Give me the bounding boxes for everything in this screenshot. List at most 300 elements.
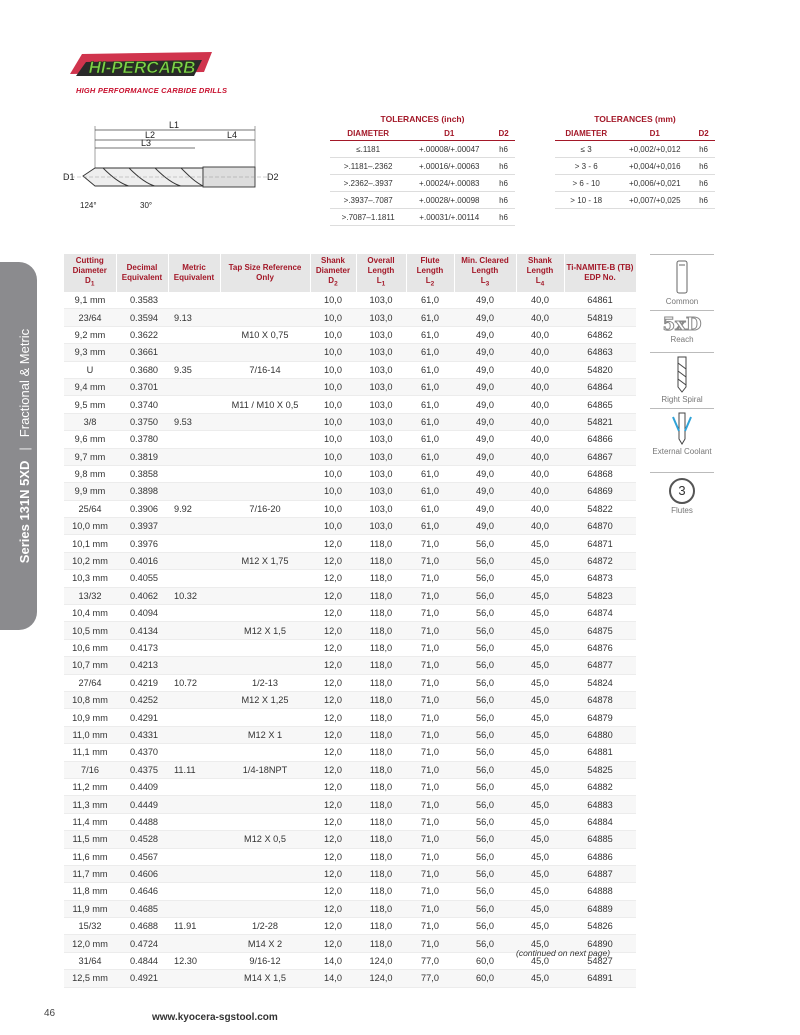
product-table bbox=[64, 254, 637, 988]
col-header-label: Metric Equivalent bbox=[173, 263, 215, 282]
cutting-diameter-cell: 9,3 mm bbox=[64, 344, 116, 361]
decimal-equivalent-cell: 0.3780 bbox=[116, 431, 168, 448]
decimal-equivalent-cell: 0.4567 bbox=[116, 848, 168, 865]
edp-number-cell: 64877 bbox=[564, 657, 636, 674]
shank-length-cell: 40,0 bbox=[516, 292, 564, 309]
shank-length-cell: 45,0 bbox=[516, 865, 564, 882]
cutting-diameter-cell: 15/32 bbox=[64, 918, 116, 935]
edp-number-cell: 64864 bbox=[564, 378, 636, 395]
col-header-label: Shank Diameter bbox=[315, 256, 351, 276]
metric-equivalent-cell bbox=[168, 465, 220, 482]
tolerance-mm-title: TOLERANCES (mm) bbox=[594, 114, 676, 124]
edp-number-cell: 54820 bbox=[564, 361, 636, 378]
decimal-equivalent-cell: 0.3819 bbox=[116, 448, 168, 465]
overall-length-cell: 118,0 bbox=[356, 831, 406, 848]
tol-col-d2: D2 bbox=[692, 127, 715, 141]
overall-length-cell: 103,0 bbox=[356, 292, 406, 309]
tap-size-cell: M12 X 1,5 bbox=[220, 622, 310, 639]
tol-diameter: ≤ 3 bbox=[555, 141, 617, 158]
shank-length-cell: 45,0 bbox=[516, 726, 564, 743]
overall-length-cell: 103,0 bbox=[356, 448, 406, 465]
shank-length-cell: 40,0 bbox=[516, 344, 564, 361]
table-row bbox=[64, 309, 636, 326]
col-header-symbol: L bbox=[376, 276, 382, 286]
overall-length-cell: 103,0 bbox=[356, 378, 406, 395]
shank-diameter-cell: 12,0 bbox=[310, 761, 356, 778]
edp-number-cell: 64888 bbox=[564, 883, 636, 900]
flute-length-cell: 71,0 bbox=[406, 761, 454, 778]
tap-size-cell: 1/4-18NPT bbox=[220, 761, 310, 778]
flute-length-cell: 71,0 bbox=[406, 813, 454, 830]
col-header-subscript: 3 bbox=[485, 280, 490, 288]
col-header-symbol: L bbox=[535, 276, 541, 286]
reach-badge: 5xD bbox=[662, 314, 702, 335]
tolerance-row bbox=[330, 175, 515, 192]
tol-d2: h6 bbox=[492, 141, 515, 158]
dim-l1: L1 bbox=[169, 120, 180, 130]
metric-equivalent-cell: 11.91 bbox=[168, 918, 220, 935]
tap-size-cell bbox=[220, 292, 310, 309]
shank-length-cell: 45,0 bbox=[516, 796, 564, 813]
flute-length-cell: 71,0 bbox=[406, 935, 454, 952]
col-header-label: Shank Length bbox=[526, 256, 554, 276]
overall-length-cell: 103,0 bbox=[356, 465, 406, 482]
table-row bbox=[64, 396, 636, 413]
metric-equivalent-cell bbox=[168, 848, 220, 865]
shank-length-cell: 45,0 bbox=[516, 570, 564, 587]
flute-length-cell: 71,0 bbox=[406, 744, 454, 761]
dim-d2: D2 bbox=[267, 172, 279, 182]
edp-number-cell: 64870 bbox=[564, 518, 636, 535]
table-row bbox=[64, 605, 636, 622]
reach-label: Reach bbox=[670, 335, 694, 344]
metric-equivalent-cell: 11.11 bbox=[168, 761, 220, 778]
edp-number-cell: 64884 bbox=[564, 813, 636, 830]
cutting-diameter-cell: 10,7 mm bbox=[64, 657, 116, 674]
cutting-diameter-cell: 10,4 mm bbox=[64, 605, 116, 622]
spiral-label: Right Spiral bbox=[661, 395, 703, 404]
flute-length-cell: 61,0 bbox=[406, 465, 454, 482]
metric-equivalent-cell bbox=[168, 709, 220, 726]
tol-col-d2: D2 bbox=[492, 127, 515, 141]
flute-length-cell: 71,0 bbox=[406, 918, 454, 935]
tap-size-cell: 1/2-13 bbox=[220, 674, 310, 691]
min-cleared-length-cell: 56,0 bbox=[454, 761, 516, 778]
decimal-equivalent-cell: 0.3858 bbox=[116, 465, 168, 482]
shank-length-cell: 45,0 bbox=[516, 918, 564, 935]
shank-length-cell: 40,0 bbox=[516, 396, 564, 413]
table-row bbox=[64, 761, 636, 778]
shank-diameter-cell: 12,0 bbox=[310, 535, 356, 552]
table-row bbox=[64, 552, 636, 569]
metric-equivalent-cell bbox=[168, 639, 220, 656]
metric-equivalent-cell: 9.13 bbox=[168, 309, 220, 326]
table-row bbox=[64, 622, 636, 639]
metric-equivalent-cell bbox=[168, 726, 220, 743]
metric-equivalent-cell bbox=[168, 865, 220, 882]
metric-equivalent-cell bbox=[168, 431, 220, 448]
min-cleared-length-cell: 56,0 bbox=[454, 552, 516, 569]
tol-d2: h6 bbox=[492, 158, 515, 175]
table-row bbox=[64, 292, 636, 309]
table-row bbox=[64, 413, 636, 430]
edp-number-cell: 64868 bbox=[564, 465, 636, 482]
logo-text: HI-PERCARB bbox=[88, 58, 196, 77]
decimal-equivalent-cell: 0.3750 bbox=[116, 413, 168, 430]
overall-length-cell: 118,0 bbox=[356, 535, 406, 552]
decimal-equivalent-cell: 0.4291 bbox=[116, 709, 168, 726]
overall-length-cell: 118,0 bbox=[356, 744, 406, 761]
table-row bbox=[64, 726, 636, 743]
decimal-equivalent-cell: 0.4724 bbox=[116, 935, 168, 952]
shank-diameter-cell: 10,0 bbox=[310, 465, 356, 482]
tolerance-table-mm bbox=[555, 114, 715, 209]
decimal-equivalent-cell: 0.3661 bbox=[116, 344, 168, 361]
cutting-diameter-cell: 10,5 mm bbox=[64, 622, 116, 639]
overall-length-cell: 103,0 bbox=[356, 396, 406, 413]
decimal-equivalent-cell: 0.4375 bbox=[116, 761, 168, 778]
edp-number-cell: 64886 bbox=[564, 848, 636, 865]
shank-diameter-cell: 10,0 bbox=[310, 431, 356, 448]
table-row bbox=[64, 465, 636, 482]
overall-length-cell: 118,0 bbox=[356, 709, 406, 726]
cutting-diameter-cell: 11,5 mm bbox=[64, 831, 116, 848]
overall-length-cell: 103,0 bbox=[356, 431, 406, 448]
flute-length-cell: 71,0 bbox=[406, 622, 454, 639]
shank-length-cell: 40,0 bbox=[516, 465, 564, 482]
edp-number-cell: 64867 bbox=[564, 448, 636, 465]
decimal-equivalent-cell: 0.4921 bbox=[116, 970, 168, 987]
cutting-diameter-cell: 11,1 mm bbox=[64, 744, 116, 761]
edp-number-cell: 64869 bbox=[564, 483, 636, 500]
shank-length-cell: 45,0 bbox=[516, 970, 564, 987]
flute-length-cell: 71,0 bbox=[406, 657, 454, 674]
cutting-diameter-cell: 10,0 mm bbox=[64, 518, 116, 535]
tol-diameter: >.2362–.3937 bbox=[330, 175, 406, 192]
metric-equivalent-cell: 9.92 bbox=[168, 500, 220, 517]
external-coolant-icon bbox=[670, 411, 694, 445]
tol-d1: +0,007/+0,025 bbox=[617, 192, 692, 209]
helix-angle: 30° bbox=[140, 201, 153, 210]
decimal-equivalent-cell: 0.4016 bbox=[116, 552, 168, 569]
shank-diameter-cell: 10,0 bbox=[310, 344, 356, 361]
tap-size-cell: M12 X 1,25 bbox=[220, 691, 310, 708]
metric-equivalent-cell: 9.35 bbox=[168, 361, 220, 378]
common-label: Common bbox=[665, 297, 699, 306]
shank-diameter-cell: 10,0 bbox=[310, 326, 356, 343]
decimal-equivalent-cell: 0.4213 bbox=[116, 657, 168, 674]
cutting-diameter-cell: 11,6 mm bbox=[64, 848, 116, 865]
cutting-diameter-cell: 25/64 bbox=[64, 500, 116, 517]
shank-length-cell: 40,0 bbox=[516, 448, 564, 465]
edp-number-cell: 64871 bbox=[564, 535, 636, 552]
tip-angle: 124° bbox=[80, 201, 97, 210]
table-row bbox=[64, 865, 636, 882]
overall-length-cell: 118,0 bbox=[356, 883, 406, 900]
metric-equivalent-cell: 9.53 bbox=[168, 413, 220, 430]
col-header-symbol: D bbox=[328, 276, 335, 286]
tap-size-cell bbox=[220, 465, 310, 482]
overall-length-cell: 118,0 bbox=[356, 778, 406, 795]
dim-d1: D1 bbox=[63, 172, 75, 182]
tap-size-cell: M11 / M10 X 0,5 bbox=[220, 396, 310, 413]
edp-number-cell: 54825 bbox=[564, 761, 636, 778]
min-cleared-length-cell: 56,0 bbox=[454, 691, 516, 708]
overall-length-cell: 124,0 bbox=[356, 952, 406, 969]
shank-length-cell: 45,0 bbox=[516, 744, 564, 761]
decimal-equivalent-cell: 0.3906 bbox=[116, 500, 168, 517]
shank-length-cell: 45,0 bbox=[516, 674, 564, 691]
flute-length-cell: 71,0 bbox=[406, 865, 454, 882]
tol-diameter: >.7087–1.1811 bbox=[330, 209, 406, 226]
flute-length-cell: 71,0 bbox=[406, 778, 454, 795]
edp-number-cell: 64873 bbox=[564, 570, 636, 587]
shank-diameter-cell: 12,0 bbox=[310, 587, 356, 604]
shank-diameter-cell: 12,0 bbox=[310, 570, 356, 587]
edp-number-cell: 64885 bbox=[564, 831, 636, 848]
min-cleared-length-cell: 56,0 bbox=[454, 900, 516, 917]
shank-diameter-cell: 12,0 bbox=[310, 709, 356, 726]
decimal-equivalent-cell: 0.3583 bbox=[116, 292, 168, 309]
decimal-equivalent-cell: 0.4646 bbox=[116, 883, 168, 900]
col-header-shank-diameter bbox=[310, 254, 356, 292]
tol-d2: h6 bbox=[492, 175, 515, 192]
table-row bbox=[64, 831, 636, 848]
tol-diameter: >.1181–.2362 bbox=[330, 158, 406, 175]
decimal-equivalent-cell: 0.3594 bbox=[116, 309, 168, 326]
website-link[interactable]: www.kyocera-sgstool.com bbox=[152, 1012, 278, 1023]
col-header-subscript: 1 bbox=[381, 280, 386, 288]
shank-length-cell: 45,0 bbox=[516, 900, 564, 917]
edp-number-cell: 64887 bbox=[564, 865, 636, 882]
shank-length-cell: 40,0 bbox=[516, 431, 564, 448]
series-label: Series 131N 5XD bbox=[17, 460, 32, 564]
metric-equivalent-cell bbox=[168, 483, 220, 500]
tolerance-row bbox=[330, 158, 515, 175]
min-cleared-length-cell: 49,0 bbox=[454, 413, 516, 430]
min-cleared-length-cell: 56,0 bbox=[454, 709, 516, 726]
col-header-symbol: L bbox=[425, 276, 431, 286]
flute-length-cell: 71,0 bbox=[406, 709, 454, 726]
tap-size-cell: M14 X 1,5 bbox=[220, 970, 310, 987]
flute-length-cell: 61,0 bbox=[406, 309, 454, 326]
shank-diameter-cell: 12,0 bbox=[310, 674, 356, 691]
metric-equivalent-cell bbox=[168, 657, 220, 674]
table-row bbox=[64, 483, 636, 500]
continued-note: (continued on next page) bbox=[516, 948, 611, 958]
min-cleared-length-cell: 56,0 bbox=[454, 865, 516, 882]
shank-diameter-cell: 12,0 bbox=[310, 744, 356, 761]
tap-size-cell: 7/16-14 bbox=[220, 361, 310, 378]
tap-size-cell bbox=[220, 518, 310, 535]
col-header-subscript: 4 bbox=[540, 280, 545, 288]
flute-length-cell: 61,0 bbox=[406, 292, 454, 309]
tap-size-cell bbox=[220, 448, 310, 465]
tol-d1: +0,002/+0,012 bbox=[617, 141, 692, 158]
min-cleared-length-cell: 49,0 bbox=[454, 431, 516, 448]
cutting-diameter-cell: 11,7 mm bbox=[64, 865, 116, 882]
tap-size-cell: M12 X 1 bbox=[220, 726, 310, 743]
decimal-equivalent-cell: 0.3622 bbox=[116, 326, 168, 343]
overall-length-cell: 103,0 bbox=[356, 413, 406, 430]
tolerance-row bbox=[555, 192, 715, 209]
cutting-diameter-cell: 10,2 mm bbox=[64, 552, 116, 569]
overall-length-cell: 103,0 bbox=[356, 344, 406, 361]
shank-length-cell: 40,0 bbox=[516, 483, 564, 500]
tol-d1: +.00024/+.00083 bbox=[406, 175, 492, 192]
flute-length-cell: 61,0 bbox=[406, 413, 454, 430]
shank-length-cell: 45,0 bbox=[516, 778, 564, 795]
tol-d2: h6 bbox=[692, 141, 715, 158]
tap-size-cell bbox=[220, 309, 310, 326]
shank-diameter-cell: 12,0 bbox=[310, 657, 356, 674]
tap-size-cell bbox=[220, 848, 310, 865]
decimal-equivalent-cell: 0.4528 bbox=[116, 831, 168, 848]
shank-length-cell: 40,0 bbox=[516, 378, 564, 395]
tolerance-row bbox=[330, 141, 515, 158]
shank-diameter-cell: 12,0 bbox=[310, 831, 356, 848]
shank-length-cell: 45,0 bbox=[516, 657, 564, 674]
decimal-equivalent-cell: 0.4370 bbox=[116, 744, 168, 761]
cutting-diameter-cell: 11,8 mm bbox=[64, 883, 116, 900]
col-header-label: Cutting Diameter bbox=[72, 256, 107, 276]
shank-diameter-cell: 10,0 bbox=[310, 518, 356, 535]
table-row bbox=[64, 535, 636, 552]
flute-length-cell: 71,0 bbox=[406, 605, 454, 622]
tol-col-d1: D1 bbox=[617, 127, 692, 141]
shank-diameter-cell: 12,0 bbox=[310, 691, 356, 708]
edp-number-cell: 54823 bbox=[564, 587, 636, 604]
table-row bbox=[64, 744, 636, 761]
min-cleared-length-cell: 49,0 bbox=[454, 483, 516, 500]
tol-diameter: > 3 - 6 bbox=[555, 158, 617, 175]
decimal-equivalent-cell: 0.3976 bbox=[116, 535, 168, 552]
decimal-equivalent-cell: 0.4055 bbox=[116, 570, 168, 587]
min-cleared-length-cell: 56,0 bbox=[454, 831, 516, 848]
tap-size-cell: M12 X 1,75 bbox=[220, 552, 310, 569]
tap-size-cell bbox=[220, 535, 310, 552]
min-cleared-length-cell: 56,0 bbox=[454, 813, 516, 830]
shank-diameter-cell: 10,0 bbox=[310, 292, 356, 309]
col-header-decimal-equivalent bbox=[116, 254, 168, 292]
min-cleared-length-cell: 56,0 bbox=[454, 778, 516, 795]
shank-length-cell: 45,0 bbox=[516, 709, 564, 726]
tap-size-cell bbox=[220, 744, 310, 761]
min-cleared-length-cell: 56,0 bbox=[454, 848, 516, 865]
shank-length-cell: 45,0 bbox=[516, 831, 564, 848]
col-header-subscript: 2 bbox=[334, 280, 338, 288]
decimal-equivalent-cell: 0.4062 bbox=[116, 587, 168, 604]
overall-length-cell: 103,0 bbox=[356, 361, 406, 378]
metric-equivalent-cell bbox=[168, 622, 220, 639]
metric-equivalent-cell bbox=[168, 378, 220, 395]
overall-length-cell: 118,0 bbox=[356, 657, 406, 674]
brand-tagline: HIGH PERFORMANCE CARBIDE DRILLS bbox=[76, 86, 228, 95]
col-header-label: Flute Length bbox=[416, 256, 444, 276]
tap-size-cell bbox=[220, 587, 310, 604]
flute-length-cell: 61,0 bbox=[406, 431, 454, 448]
flute-length-cell: 77,0 bbox=[406, 970, 454, 987]
shank-diameter-cell: 14,0 bbox=[310, 970, 356, 987]
col-header-label: Overall Length bbox=[367, 256, 395, 276]
shank-length-cell: 45,0 bbox=[516, 691, 564, 708]
shank-length-cell: 45,0 bbox=[516, 587, 564, 604]
cutting-diameter-cell: 9,1 mm bbox=[64, 292, 116, 309]
flute-length-cell: 71,0 bbox=[406, 674, 454, 691]
table-row bbox=[64, 326, 636, 343]
decimal-equivalent-cell: 0.4685 bbox=[116, 900, 168, 917]
overall-length-cell: 118,0 bbox=[356, 639, 406, 656]
col-header-flute-length bbox=[406, 254, 454, 292]
shank-diameter-cell: 10,0 bbox=[310, 448, 356, 465]
shank-diameter-cell: 10,0 bbox=[310, 378, 356, 395]
cutting-diameter-cell: 9,7 mm bbox=[64, 448, 116, 465]
flute-length-cell: 71,0 bbox=[406, 552, 454, 569]
flute-length-cell: 71,0 bbox=[406, 726, 454, 743]
edp-number-cell: 64878 bbox=[564, 691, 636, 708]
flute-length-cell: 71,0 bbox=[406, 848, 454, 865]
table-row bbox=[64, 778, 636, 795]
tol-d1: +.00016/+.00063 bbox=[406, 158, 492, 175]
flute-length-cell: 61,0 bbox=[406, 483, 454, 500]
edp-number-cell: 64881 bbox=[564, 744, 636, 761]
edp-number-cell: 54822 bbox=[564, 500, 636, 517]
edp-number-cell: 64861 bbox=[564, 292, 636, 309]
flute-length-cell: 61,0 bbox=[406, 396, 454, 413]
decimal-equivalent-cell: 0.4252 bbox=[116, 691, 168, 708]
shank-length-cell: 45,0 bbox=[516, 535, 564, 552]
shank-diameter-cell: 12,0 bbox=[310, 639, 356, 656]
table-row bbox=[64, 796, 636, 813]
edp-number-cell: 64865 bbox=[564, 396, 636, 413]
table-row bbox=[64, 883, 636, 900]
tap-size-cell bbox=[220, 639, 310, 656]
cutting-diameter-cell: 10,6 mm bbox=[64, 639, 116, 656]
tap-size-cell bbox=[220, 570, 310, 587]
decimal-equivalent-cell: 0.3937 bbox=[116, 518, 168, 535]
shank-length-cell: 45,0 bbox=[516, 848, 564, 865]
tol-d1: +0,006/+0,021 bbox=[617, 175, 692, 192]
tolerance-row bbox=[330, 192, 515, 209]
col-header-min-cleared-length bbox=[454, 254, 516, 292]
table-row bbox=[64, 918, 636, 935]
shank-length-cell: 40,0 bbox=[516, 309, 564, 326]
shank-length-cell: 45,0 bbox=[516, 761, 564, 778]
min-cleared-length-cell: 49,0 bbox=[454, 344, 516, 361]
tap-size-cell: 9/16-12 bbox=[220, 952, 310, 969]
overall-length-cell: 118,0 bbox=[356, 570, 406, 587]
metric-equivalent-cell bbox=[168, 831, 220, 848]
flutes-count-icon: 3 bbox=[669, 478, 695, 504]
metric-equivalent-cell bbox=[168, 900, 220, 917]
cutting-diameter-cell: 3/8 bbox=[64, 413, 116, 430]
shank-diameter-cell: 12,0 bbox=[310, 796, 356, 813]
shank-length-cell: 40,0 bbox=[516, 518, 564, 535]
decimal-equivalent-cell: 0.4449 bbox=[116, 796, 168, 813]
decimal-equivalent-cell: 0.3740 bbox=[116, 396, 168, 413]
overall-length-cell: 118,0 bbox=[356, 587, 406, 604]
edp-number-cell: 64891 bbox=[564, 970, 636, 987]
tol-col-diameter: DIAMETER bbox=[555, 127, 617, 141]
decimal-equivalent-cell: 0.4331 bbox=[116, 726, 168, 743]
edp-number-cell: 64875 bbox=[564, 622, 636, 639]
metric-equivalent-cell bbox=[168, 344, 220, 361]
tol-d1: +.00031/+.00114 bbox=[406, 209, 492, 226]
decimal-equivalent-cell: 0.4173 bbox=[116, 639, 168, 656]
edp-number-cell: 64872 bbox=[564, 552, 636, 569]
overall-length-cell: 118,0 bbox=[356, 865, 406, 882]
col-header-metric-equivalent bbox=[168, 254, 220, 292]
